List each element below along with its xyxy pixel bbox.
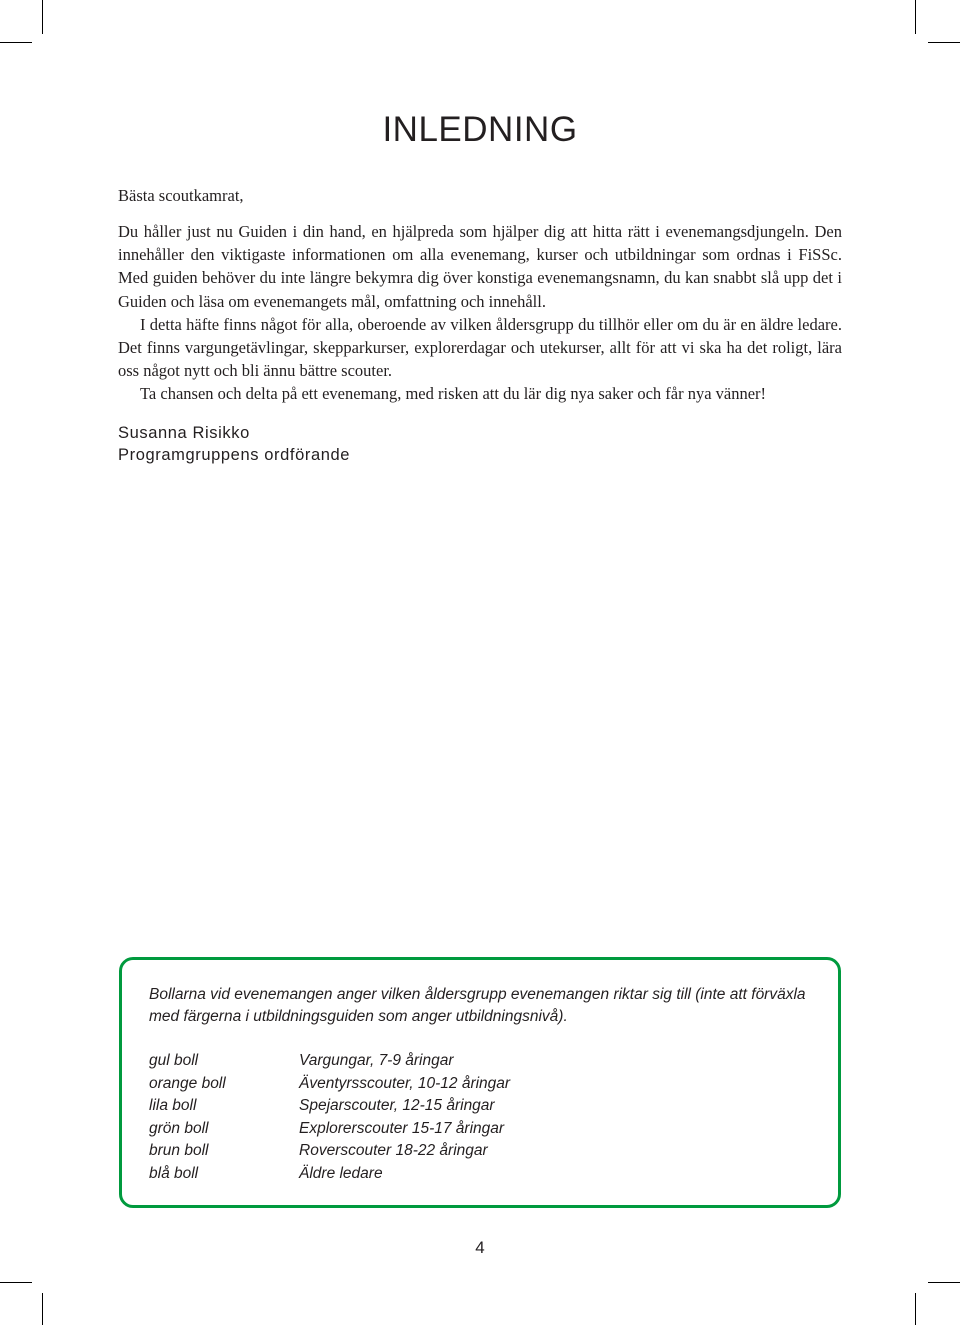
age-group-row bbox=[149, 1118, 510, 1141]
ball-color-label: orange boll bbox=[149, 1074, 226, 1092]
age-group-row bbox=[149, 1095, 510, 1118]
greeting: Bästa scoutkamrat, bbox=[118, 186, 244, 205]
crop-mark-bottom-right-horizontal bbox=[928, 1282, 960, 1283]
body-text bbox=[118, 220, 842, 406]
age-group-label: Roverscouter 18-22 åringar bbox=[299, 1142, 488, 1160]
age-group-row bbox=[149, 1073, 510, 1096]
page-number: 4 bbox=[475, 1238, 485, 1257]
signature bbox=[118, 422, 350, 466]
crop-mark-top-right-horizontal bbox=[928, 42, 960, 43]
crop-mark-top-left-horizontal bbox=[0, 42, 32, 43]
ball-color-label: grön boll bbox=[149, 1119, 209, 1137]
age-group-row bbox=[149, 1163, 510, 1186]
age-group-label: Äldre ledare bbox=[299, 1164, 383, 1182]
page-title: INLEDNING bbox=[382, 110, 578, 149]
crop-mark-bottom-left-vertical bbox=[42, 1293, 43, 1325]
age-group-label: Vargungar, 7-9 åringar bbox=[299, 1052, 454, 1069]
age-group-table bbox=[149, 1050, 510, 1186]
crop-mark-top-left-vertical bbox=[42, 0, 43, 34]
age-group-label: Spejarscouter, 12-15 åringar bbox=[299, 1097, 495, 1115]
crop-mark-bottom-left-horizontal bbox=[0, 1282, 32, 1283]
age-group-row bbox=[149, 1140, 510, 1163]
age-group-info-box bbox=[119, 957, 841, 1208]
info-box-intro: Bollarna vid evenemangen anger vilken åldersgrupp evenemangen riktar sig till (inte att förväxla med färgerna i utbildningsguiden som anger utbildningsnivå). bbox=[149, 986, 806, 1025]
age-group-label: Äventyrsscouter, 10-12 åringar bbox=[299, 1074, 511, 1092]
paragraph-contents: I detta häfte finns något för alla, oberoende av vilken åldersgrupp du tillhör eller om du är en äldre ledare. Det finns vargungetävlingar, skepparkurser, explorerdagar och utekurser, allt för att vi ska ha det roligt, lära oss något nytt och bli ännu bättre scouter. bbox=[118, 314, 842, 381]
ball-color-label: gul boll bbox=[149, 1052, 199, 1069]
age-group-label: Explorerscouter 15-17 åringar bbox=[299, 1119, 505, 1137]
signature-role: Programgruppens ordförande bbox=[118, 446, 351, 464]
paragraph-invitation: Ta chansen och delta på ett evenemang, med risken att du lär dig nya saker och får nya vänner! bbox=[140, 384, 767, 404]
ball-color-label: brun boll bbox=[149, 1142, 209, 1160]
ball-color-label: blå boll bbox=[149, 1164, 199, 1182]
crop-mark-bottom-right-vertical bbox=[915, 1293, 916, 1325]
paragraph-intro: Du håller just nu Guiden i din hand, en hjälpreda som hjälper dig att hitta rätt i evenemangsdjungeln. Den innehåller den viktigaste informationen om alla evenemang, kurser och utbildningar som ordnas i FiSSc. Med guiden behöver du inte längre bekymra dig över konstiga evenemangsnamn, du kan snabbt slå upp det i Guiden och läsa om evenemangets mål, omfattning och innehåll. bbox=[118, 222, 842, 311]
age-group-row bbox=[149, 1050, 510, 1073]
signature-name: Susanna Risikko bbox=[118, 424, 250, 442]
ball-color-label: lila boll bbox=[149, 1097, 197, 1115]
crop-mark-top-right-vertical bbox=[915, 0, 916, 34]
